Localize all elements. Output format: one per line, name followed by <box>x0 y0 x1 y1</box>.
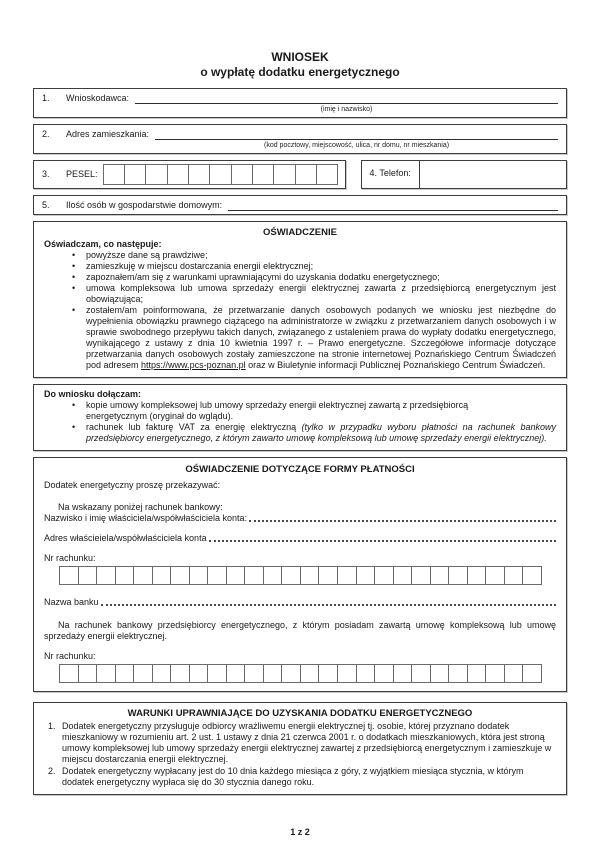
payment-option-supplier[interactable]: Na rachunek bankowy przedsiębiorcy energetycznego, z którym posiadam zawartą umowę kompleksową lub umowę sprzedaży energii elektrycznej. <box>44 620 556 641</box>
digit-cell[interactable] <box>78 664 98 683</box>
declaration-bullet <box>44 283 556 305</box>
field-pesel-box <box>33 160 346 189</box>
attachment-text-normal: rachunek lub fakturę VAT za energię elektryczną <box>86 422 302 432</box>
payment-title: OŚWIADCZENIE DOTYCZĄCE FORMY PŁATNOŚCI <box>185 464 415 475</box>
pesel-phone-row <box>33 160 567 189</box>
digit-cell[interactable] <box>231 164 253 185</box>
digit-cell[interactable] <box>467 566 487 585</box>
account-number-cells <box>60 566 542 585</box>
digit-cell[interactable] <box>115 566 135 585</box>
digit-cell[interactable] <box>226 566 246 585</box>
field-phone-number: 4. <box>369 168 378 178</box>
bullet-icon: • <box>72 400 76 410</box>
field-pesel-number: 3. <box>42 169 50 179</box>
declaration-bullet-text: powyższe dane są prawdziwe; <box>86 250 208 260</box>
payment-intro: Dodatek energetyczny proszę przekazywać: <box>44 480 221 490</box>
bullet-icon: • <box>72 272 76 282</box>
pesel-digit-cells <box>104 164 339 185</box>
digit-cell[interactable] <box>263 566 283 585</box>
digit-cell[interactable] <box>430 664 450 683</box>
page-subtitle: o wypłatę dodatku energetycznego <box>200 65 400 79</box>
digit-cell[interactable] <box>124 164 146 185</box>
digit-cell[interactable] <box>504 566 524 585</box>
digit-cell[interactable] <box>337 664 357 683</box>
digit-cell[interactable] <box>145 164 167 185</box>
digit-cell[interactable] <box>374 566 394 585</box>
bullet-icon: • <box>72 283 76 293</box>
attachment-bullet-text <box>86 422 556 444</box>
digit-cell[interactable] <box>133 566 153 585</box>
info-text-before-link: zostałem/am poinformowana, że przetwarzanie danych osobowych podanych we wniosku jest niezbędne do wypełnienia obowiązku prawnego ciążącego na administratorze w związku z przetwarzaniem danych osobowych i w sprawie swobodnego przepływu takich danych, związanego z ustaleniem prawa do wypłaty dodatku energetycznego, wynikającego z ustawy z dnia 10 kwietnia 1997 r. – Prawo energetyczne. Szczegółowe informacje dotyczące przetwarzania danych osobowych zostały zamieszczone na stronie internetowej Poznańskiego Centrum Świadczeń pod adresem <box>86 305 556 370</box>
digit-cell[interactable] <box>96 566 116 585</box>
digit-cell[interactable] <box>467 664 487 683</box>
field-address-box <box>33 124 567 154</box>
field-applicant-box <box>33 88 567 118</box>
payment-box <box>33 457 567 692</box>
field-applicant-caption: (imię i nazwisko) <box>320 106 373 113</box>
digit-cell[interactable] <box>430 566 450 585</box>
declaration-intro: Oświadczam, co następuje: <box>44 239 162 249</box>
bank-name-input[interactable] <box>101 604 556 606</box>
attachment-bullet-text: kopie umowy kompleksowej lub umowy sprzedaży energii elektrycznej zawartą z przedsiębiorcą energetycznym (oryginał do wglądu). <box>86 400 469 421</box>
condition-item <box>44 766 556 788</box>
conditions-box <box>33 702 567 795</box>
digit-cell[interactable] <box>504 664 524 683</box>
digit-cell[interactable] <box>96 664 116 683</box>
declaration-bullet-info <box>44 305 556 371</box>
digit-cell[interactable] <box>189 664 209 683</box>
digit-cell[interactable] <box>170 664 190 683</box>
bullet-icon: • <box>72 261 76 271</box>
digit-cell[interactable] <box>252 164 274 185</box>
attachment-text-italic: (tylko w przypadku wyboru płatności na rachunek bankowy przedsiębiorcy energetycznego, z którym zawarto umowę kompleksową lub umowę sprzedaży energii elektrycznej). <box>86 422 557 443</box>
digit-cell[interactable] <box>115 664 135 683</box>
field-phone-label-text: Telefon: <box>379 168 411 178</box>
field-applicant-number: 1. <box>42 93 50 103</box>
field-household-number: 5. <box>42 200 50 210</box>
owner-address-input[interactable] <box>209 540 556 542</box>
applicant-name-input[interactable] <box>135 93 558 104</box>
bullet-icon: • <box>72 422 76 432</box>
digit-cell[interactable] <box>207 566 227 585</box>
field-household-label: Ilość osób w gospodarstwie domowym: <box>66 200 223 210</box>
digit-cell[interactable] <box>522 664 542 683</box>
digit-cell[interactable] <box>189 566 209 585</box>
declaration-box <box>33 221 567 378</box>
declaration-bullet-text: zapoznałem/am się z warunkami uprawniającymi do uzyskania dodatku energetycznego; <box>86 272 440 282</box>
digit-cell[interactable] <box>448 664 468 683</box>
declaration-bullet-text: umowa kompleksowa lub umowa sprzedaży energii elektrycznej zawarta z przedsiębiorcą energetycznym jest obowiązująca; <box>86 283 556 304</box>
declaration-bullet <box>44 250 556 261</box>
digit-cell[interactable] <box>103 164 125 185</box>
page-number: 1 z 2 <box>290 827 310 837</box>
field-household-box <box>33 195 567 215</box>
owner-address-label: Adres właścieiela/współwłaściciela konta <box>44 533 207 543</box>
account-number2-cells <box>60 664 542 683</box>
form-title-block <box>33 50 567 80</box>
condition-text: Dodatek energetyczny przysługuje odbiorcy wrażliwemu energii elektrycznej tj. osobie, której przyznano dodatek mieszkaniowy w rozumieniu art. 2 ust. 1 ustawy z dnia 21 czerwca 2001 r. o dodatkach mieszkaniowych, która jest stroną umowy kompleksowej lub umowy sprzedaży energii elektrycznej zawartej z przedsiębiorcą energetycznym i zamieszkuje w miejscu dostarczania energii elektrycznej. <box>62 721 552 764</box>
field-address-number: 2. <box>42 129 50 139</box>
condition-number: 1. <box>48 721 56 731</box>
field-phone-box <box>361 160 567 189</box>
declaration-bullet-text: zamieszkuję w miejscu dostarczania energii elektrycznej; <box>86 261 314 271</box>
phone-input[interactable] <box>419 161 566 188</box>
declaration-bullet <box>44 261 556 272</box>
digit-cell[interactable] <box>78 566 98 585</box>
bullet-icon: • <box>72 305 76 315</box>
form-page <box>33 0 567 838</box>
owner-name-label: Nazwisko i imię właściciela/współwłaściciela konta: <box>44 513 248 523</box>
declaration-info-text <box>86 305 556 371</box>
digit-cell[interactable] <box>411 566 431 585</box>
field-applicant-label: Wnioskodawca: <box>66 93 130 103</box>
page-title: WNIOSEK <box>271 50 329 64</box>
digit-cell[interactable] <box>448 566 468 585</box>
attachments-title: Do wniosku dołączam: <box>44 389 142 399</box>
digit-cell[interactable] <box>170 566 190 585</box>
digit-cell[interactable] <box>316 164 338 185</box>
digit-cell[interactable] <box>281 664 301 683</box>
digit-cell[interactable] <box>207 664 227 683</box>
account-number2-label: Nr rachunku: <box>44 651 96 661</box>
digit-cell[interactable] <box>485 566 505 585</box>
address-input[interactable] <box>155 129 558 140</box>
info-text-after-link: oraz w Biuletynie informacji Publicznej Poznańskiego Centrum Świadczeń. <box>245 360 546 370</box>
field-address-caption: (kod pocztowy, miejscowość, ulica, nr domu, nr mieszkania) <box>264 142 450 149</box>
pcs-poznan-link[interactable]: https://www.pcs-poznan.pl <box>141 360 246 370</box>
digit-cell[interactable] <box>411 664 431 683</box>
digit-cell[interactable] <box>273 164 295 185</box>
attachments-box <box>33 384 567 451</box>
digit-cell[interactable] <box>300 664 320 683</box>
digit-cell[interactable] <box>356 664 376 683</box>
digit-cell[interactable] <box>485 664 505 683</box>
attachment-bullet <box>44 422 556 444</box>
field-pesel-label: PESEL: <box>66 169 98 179</box>
digit-cell[interactable] <box>167 164 189 185</box>
household-count-input[interactable] <box>228 200 558 211</box>
conditions-title: WARUNKI UPRAWNIAJĄCE DO UZYSKANIA DODATKU ENERGETYCZNEGO <box>127 708 473 719</box>
digit-cell[interactable] <box>59 566 79 585</box>
field-address-label: Adres zamieszkania: <box>66 129 150 139</box>
digit-cell[interactable] <box>244 664 264 683</box>
condition-text: Dodatek energetyczny wypłacany jest do 10 dnia każdego miesiąca z góry, z wyjątkiem miesiąca stycznia, w którym dodatek energetyczny wypłaca się do 30 stycznia danego roku. <box>62 766 524 787</box>
digit-cell[interactable] <box>263 664 283 683</box>
digit-cell[interactable] <box>393 664 413 683</box>
digit-cell[interactable] <box>59 664 79 683</box>
declaration-title: OŚWIADCZENIE <box>263 227 337 238</box>
digit-cell[interactable] <box>300 566 320 585</box>
owner-name-row <box>44 513 556 524</box>
digit-cell[interactable] <box>374 664 394 683</box>
field-phone-label <box>362 161 419 188</box>
condition-item <box>44 721 556 765</box>
owner-address-row <box>44 533 556 544</box>
digit-cell[interactable] <box>281 566 301 585</box>
attachment-bullet <box>44 400 556 422</box>
account-number-label: Nr rachunku: <box>44 553 96 563</box>
digit-cell[interactable] <box>152 664 172 683</box>
bullet-icon: • <box>72 250 76 260</box>
declaration-bullet <box>44 272 556 283</box>
digit-cell[interactable] <box>188 164 210 185</box>
owner-name-input[interactable] <box>249 520 556 522</box>
payment-option-bank[interactable]: Na wskazany poniżej rachunek bankowy: <box>58 502 223 512</box>
digit-cell[interactable] <box>318 566 338 585</box>
digit-cell[interactable] <box>356 566 376 585</box>
digit-cell[interactable] <box>226 664 246 683</box>
digit-cell[interactable] <box>318 664 338 683</box>
digit-cell[interactable] <box>152 566 172 585</box>
digit-cell[interactable] <box>133 664 153 683</box>
digit-cell[interactable] <box>337 566 357 585</box>
digit-cell[interactable] <box>244 566 264 585</box>
digit-cell[interactable] <box>295 164 317 185</box>
bank-name-label: Nazwa banku <box>44 597 99 607</box>
digit-cell[interactable] <box>393 566 413 585</box>
digit-cell[interactable] <box>209 164 231 185</box>
condition-number: 2. <box>48 766 56 776</box>
bank-name-row <box>44 597 556 608</box>
digit-cell[interactable] <box>522 566 542 585</box>
